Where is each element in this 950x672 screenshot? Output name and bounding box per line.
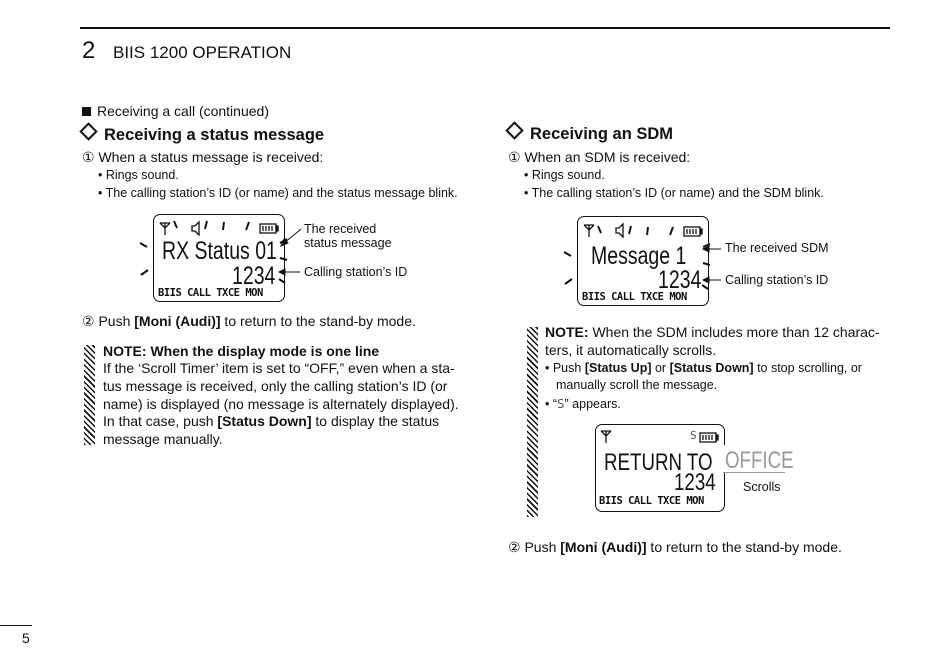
lcd-sdm-id: 1234 <box>658 266 702 294</box>
lcd-scroll-offscreen-text: OFFICE <box>725 447 794 474</box>
left-note-title: NOTE: When the display mode is one line <box>103 343 380 359</box>
status-down-key: [Status Down] <box>217 413 312 429</box>
section-label: Receiving a call (continued) <box>82 103 269 119</box>
left-note-line4: In that case, push [Status Down] to display the status <box>103 413 440 429</box>
status-down-key: [Status Down] <box>669 361 754 375</box>
moni-audi-key: [Moni (Audi)] <box>560 539 647 555</box>
callout-received-message-1: The received <box>304 222 377 236</box>
callout-calling-id: Calling station’s ID <box>304 265 408 279</box>
right-note-bullet1-line2: manually scroll the message. <box>556 378 718 392</box>
left-bullet-rings: • Rings sound. <box>98 168 179 182</box>
right-note-bullet2: • “S” appears. <box>545 396 621 411</box>
lcd-scroll-message: RETURN TO <box>604 449 713 476</box>
lcd-scroll-indicator-icon: S <box>690 429 697 442</box>
antenna-icon <box>601 431 611 443</box>
lcd-scroll-overflow <box>723 445 794 474</box>
callout-received-message-2: status message <box>304 236 392 250</box>
left-heading: Receiving a status message <box>82 125 324 145</box>
right-heading: Receiving an SDM <box>508 124 673 144</box>
lcd-status-bar: BIIS CALL TXCE MON <box>158 287 263 299</box>
lcd-status-message: RX Status 01 <box>162 237 277 265</box>
callout-calling-id-sdm: Calling station’s ID <box>725 273 829 287</box>
lcd-status-id: 1234 <box>232 262 276 290</box>
lcd-display-scroll <box>595 424 725 512</box>
left-step2: ② Push [Moni (Audi)] to return to the stand-by mode. <box>82 313 416 329</box>
chapter-title: BIIS 1200 OPERATION <box>113 43 292 62</box>
left-note-line3: name) is displayed (no message is alternately displayed). <box>103 396 459 412</box>
right-note-bullet1: • Push [Status Up] or [Status Down] to stop scrolling, or <box>545 361 862 375</box>
footer-rule <box>0 625 32 626</box>
moni-audi-key: [Moni (Audi)] <box>134 313 221 329</box>
callout-scrolls: Scrolls <box>743 480 781 494</box>
lcd-sdm-message: Message 1 <box>591 242 687 270</box>
left-note-line2: tus message is received, only the calling station’s ID (or <box>103 378 448 394</box>
chapter-number: 2 <box>82 37 96 64</box>
right-step1: ① When an SDM is received: <box>508 149 691 165</box>
right-note-bar <box>527 327 538 517</box>
lcd-scroll-bar: BIIS CALL TXCE MON <box>599 495 704 507</box>
lcd-scroll-id: 1234 <box>674 469 716 496</box>
callout-received-sdm: The received SDM <box>725 241 829 255</box>
left-note-line1: If the ‘Scroll Timer’ item is set to “OFF,” even when a sta- <box>103 360 455 376</box>
right-bullet-rings: • Rings sound. <box>524 168 605 182</box>
right-step2: ② Push [Moni (Audi)] to return to the stand-by mode. <box>508 539 842 555</box>
right-note-line2: ters, it automatically scrolls. <box>545 342 717 358</box>
left-step1: ① When a status message is received: <box>82 149 324 165</box>
left-bullet-blink: • The calling station’s ID (or name) and the status message blink. <box>98 186 458 200</box>
lcd-sdm-bar: BIIS CALL TXCE MON <box>582 291 687 303</box>
right-bullet-blink: • The calling station’s ID (or name) and the SDM blink. <box>524 186 824 200</box>
scroll-icon: S <box>557 396 565 411</box>
right-note-line1: NOTE: When the SDM includes more than 12 charac- <box>545 324 880 340</box>
status-up-key: [Status Up] <box>584 361 652 375</box>
page-number: 5 <box>22 630 30 646</box>
left-note-line5: message manually. <box>103 431 223 447</box>
